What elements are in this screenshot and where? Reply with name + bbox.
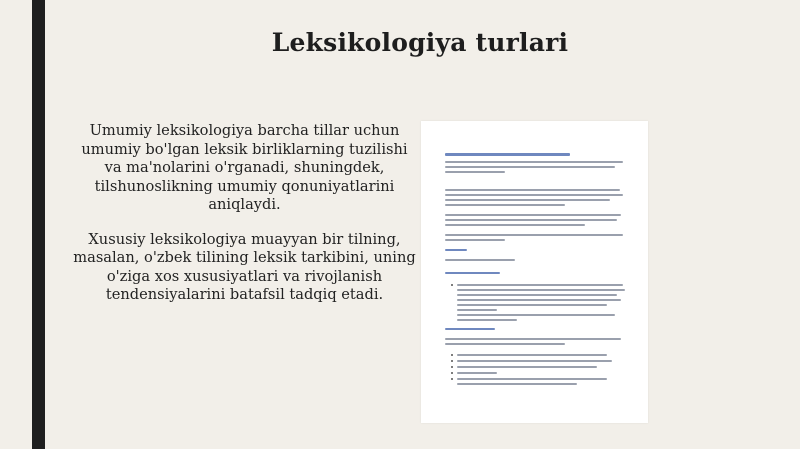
slide-title: Leksikologiya turlari <box>271 28 569 57</box>
paragraph-specific-lexicology: Xususiy leksikologiya muayyan bir tilning, masalan, o'zbek tilining leksik tarkibini, uning o'ziga xos xususiyatlari va rivojlanish tendensiyalarini batafsil tadqiq etadi. <box>73 230 416 303</box>
slide-body <box>72 122 417 321</box>
paragraph-general-lexicology: Umumiy leksikologiya barcha tillar uchun umumiy bo'lgan leksik birliklarning tuzilishi va ma'nolarini o'rganadi, shuningdek, tilshunoslikning umumiy qonuniyatlarini aniqlaydi. <box>81 122 408 213</box>
document-thumbnail-image <box>421 121 648 423</box>
accent-bar <box>32 0 45 449</box>
